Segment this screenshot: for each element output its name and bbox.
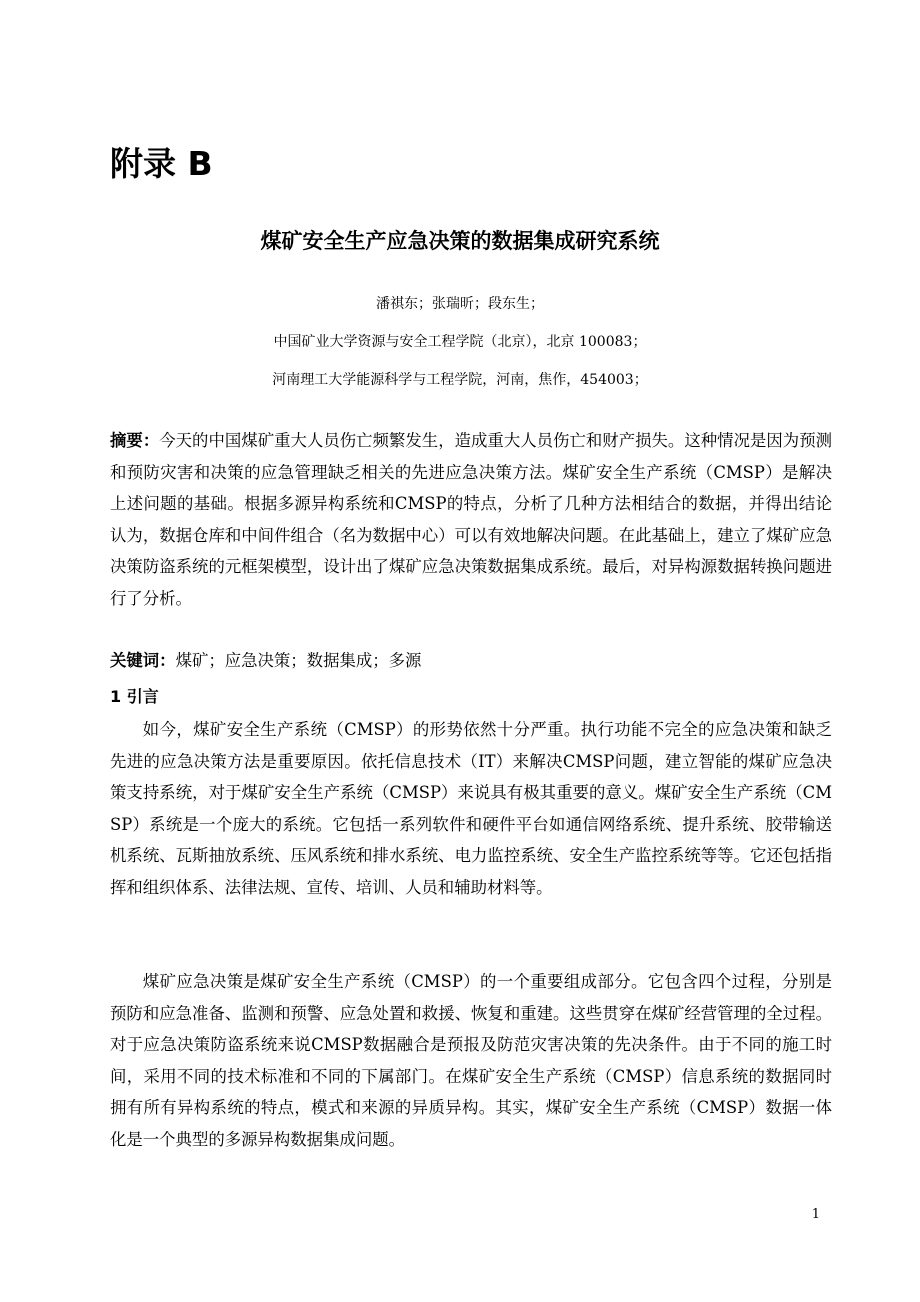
- affiliation-1: 中国矿业大学资源与安全工程学院（北京），北京 100083；: [273, 334, 647, 350]
- intro-paragraph-2: 煤矿应急决策是煤矿安全生产系统（CMSP）的一个重要组成部分。它包含四个过程，分别是预防和应急准备、监测和预警、应急处置和救援、恢复和重建。这些贯穿在煤矿经营管理的全过程。对于应急决策防盗系统来说CMSP数据融合是预报及防范灾害决策的先决条件。由于不同的施工时间，采用不同的技术标准和不同的下属部门。在煤矿安全生产系统（CMSP）信息系统的数据同时拥有所有异构系统的特点，模式和来源的异质异构。其实，煤矿安全生产系统（CMSP）数据一体化是一个典型的多源异构数据集成问题。: [110, 972, 832, 1149]
- keywords-label: 关键词：: [110, 651, 176, 670]
- section-heading-introduction: 1 引言: [110, 687, 159, 706]
- intro-paragraph-1: 如今，煤矿安全生产系统（CMSP）的形势依然十分严重。执行功能不完全的应急决策和缺乏先进的应急决策方法是重要原因。依托信息技术（IT）来解决CMSP问题，建立智能的煤矿应急决策支持系统，对于煤矿安全生产系统（CMSP）来说具有极其重要的意义。煤矿安全生产系统（CMSP）系统是一个庞大的系统。它包括一系列软件和硬件平台如通信网络系统、提升系统、胶带输送机系统、瓦斯抽放系统、压风系统和排水系统、电力监控系统、安全生产监控系统等等。它还包括指挥和组织体系、法律法规、宣传、培训、人员和辅助材料等。: [110, 720, 832, 897]
- abstract-text: 今天的中国煤矿重大人员伤亡频繁发生，造成重大人员伤亡和财产损失。这种情况是因为预测和预防灾害和决策的应急管理缺乏相关的先进应急决策方法。煤矿安全生产系统（CMSP）是解决上述问题的基础。根据多源异构系统和CMSP的特点，分析了几种方法相结合的数据，并得出结论认为，数据仓库和中间件组合（名为数据中心）可以有效地解决问题。在此基础上，建立了煤矿应急决策防盗系统的元框架模型，设计出了煤矿应急决策数据集成系统。最后，对异构源数据转换问题进行了分析。: [110, 431, 833, 608]
- abstract: [110, 425, 832, 614]
- author-list: 潘祺东；张瑞昕；段东生；: [376, 296, 544, 312]
- paper-title: 煤矿安全生产应急决策的数据集成研究系统: [260, 229, 660, 253]
- appendix-title: 附录 B: [110, 144, 213, 183]
- page-number: 1: [811, 1207, 820, 1222]
- keywords: [110, 645, 832, 677]
- abstract-label: 摘要：: [110, 431, 160, 450]
- keywords-text: 煤矿；应急决策；数据集成；多源: [175, 651, 422, 670]
- affiliation-2: 河南理工大学能源科学与工程学院，河南，焦作，454003；: [272, 372, 648, 388]
